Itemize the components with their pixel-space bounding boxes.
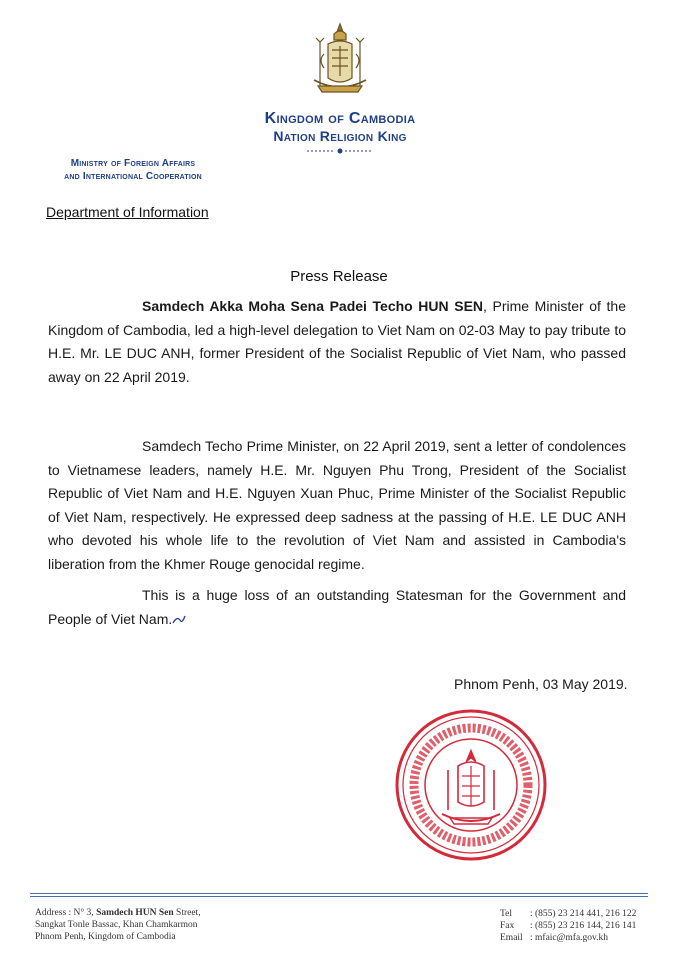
paragraph-1 <box>48 295 626 389</box>
contact-fax <box>500 920 636 932</box>
email-value: : mfaic@mfa.gov.kh <box>530 933 609 943</box>
address-line-2: Sangkat Tonle Bassac, Khan Chamkarmon <box>35 920 198 930</box>
footer-address <box>35 907 201 943</box>
address-street-name: Samdech HUN Sen <box>96 908 174 918</box>
royal-emblem-icon <box>300 20 380 100</box>
footer-divider-secondary <box>30 896 648 897</box>
tel-label: Tel <box>500 909 512 919</box>
paragraph-2: Samdech Techo Prime Minister, on 22 April 2019, sent a letter of condolences to Vietnamese leaders, namely H.E. Mr. Nguyen Phu Trong, President of the Socialist Republic of Viet Nam and H.E. Nguyen Xuan Phuc, Prime Minister of the Socialist Republic of Viet Nam, respectively. He expressed deep sadness at the passing of H.E. LE DUC ANH who devoted his whole life to the revolution of Viet Nam and assisted in Cambodia's liberation from the Khmer Rouge genocidal regime. <box>48 438 626 572</box>
kingdom-heading <box>230 110 450 145</box>
paragraph-1-body: , Prime Minister of the Kingdom of Cambodia, led a high-level delegation to Viet Nam on 02-03 May to pay tribute to H.E. Mr. LE DUC ANH, former President of the Socialist Republic of Viet Nam, who passed away on 22 April 2019. <box>48 298 626 385</box>
paragraph-3 <box>48 584 626 631</box>
national-motto: Nation Religion King <box>273 128 407 144</box>
paragraph-1-lead: Samdech Akka Moha Sena Padei Techo HUN SEN <box>142 298 484 314</box>
fax-label: Fax <box>500 921 515 931</box>
official-seal-icon <box>392 706 550 864</box>
ornament-divider-icon <box>305 147 375 155</box>
dateline: Phnom Penh, 03 May 2019. <box>454 676 628 692</box>
fax-value: : (855) 23 216 144, 216 141 <box>530 921 637 931</box>
department-name: Department of Information <box>46 204 209 220</box>
footer-contact <box>500 908 636 944</box>
press-release-title: Press Release <box>290 268 388 285</box>
email-label: Email <box>500 933 523 943</box>
contact-tel <box>500 908 636 920</box>
address-prefix: Address : N° 3, <box>35 908 97 918</box>
contact-email <box>500 932 636 944</box>
initial-mark-icon <box>172 614 186 626</box>
address-suffix: Street, <box>173 908 201 918</box>
ministry-name <box>33 157 233 183</box>
address-line-3: Phnom Penh, Kingdom of Cambodia <box>35 932 176 942</box>
ministry-line-1: Ministry of Foreign Affairs <box>70 158 196 169</box>
kingdom-title: Kingdom of Cambodia <box>264 110 416 127</box>
address-line-1 <box>35 907 201 919</box>
ministry-line-2: and International Cooperation <box>64 171 202 182</box>
tel-value: : (855) 23 214 441, 216 122 <box>530 909 637 919</box>
footer-divider <box>30 893 648 894</box>
paragraph-3-body: This is a huge loss of an outstanding Statesman for the Government and People of Viet Nam. <box>48 587 626 627</box>
